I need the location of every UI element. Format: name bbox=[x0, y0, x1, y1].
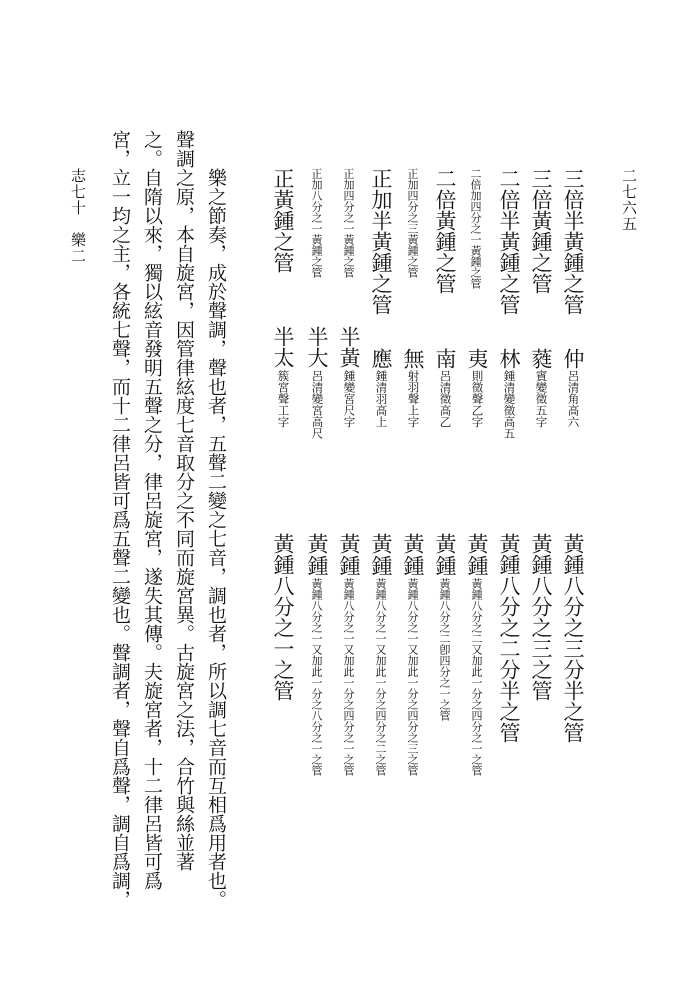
ratio-label: 黃鍾八分之二分半之管 bbox=[497, 533, 521, 743]
chapter-header: 志七十 樂二 bbox=[69, 168, 87, 264]
ratio-main: 黃 bbox=[305, 533, 329, 554]
note-main: 林 bbox=[497, 348, 521, 369]
ratio-label: 黃鍾八分之一又加此一分之四分之一之管 bbox=[342, 578, 355, 776]
note-sub: 呂清變宮高尺 bbox=[310, 370, 325, 439]
ratio-main: 鍾 bbox=[401, 555, 425, 576]
body-paragraph-line: 之。自隋以來，獨以絃音發明五聲之分，律呂旋宮，遂失其傳。夫旋宮者，十二律呂皆可爲 bbox=[141, 130, 163, 890]
ratio-main: 鍾 bbox=[433, 555, 457, 576]
ratio-label: 黃鍾八分之一又加此一分之八分之一之管 bbox=[310, 578, 323, 776]
ratio-main: 鍾 bbox=[337, 555, 361, 576]
note-main: 南 bbox=[433, 348, 457, 369]
note-main: 無 bbox=[401, 348, 425, 369]
ratio-main: 鍾 bbox=[305, 555, 329, 576]
body-paragraph-line: 樂之節奏，成於聲調，聲也者，五聲二變之七音，調也者，所以調七音而互相爲用者也。 bbox=[205, 168, 227, 909]
pipe-label: 正加四分之三黃鍾之管 bbox=[406, 168, 419, 278]
note-sub: 鍾變宮尺字 bbox=[342, 370, 357, 428]
pipe-label: 二倍黃鍾之管 bbox=[433, 168, 457, 294]
ratio-main: 鍾 bbox=[465, 555, 489, 576]
body-paragraph-line: 聲調之原，本自旋宮，因管律絃度七音取分之不同而旋宮異。古旋宮之法，合竹與絲並著 bbox=[173, 130, 195, 871]
note-sub: 則徵聲乙字 bbox=[470, 370, 485, 428]
body-paragraph-line: 宮，立一均之主，各統七聲，而十二律呂皆可爲五聲二變也。聲調者，聲自爲聲，調自爲調， bbox=[109, 130, 131, 909]
pipe-label: 二倍半黃鍾之管 bbox=[497, 168, 521, 315]
note-main: 夷 bbox=[465, 348, 489, 369]
note-sub: 射羽聲上字 bbox=[406, 370, 421, 428]
note-sub: 呂清角高六 bbox=[566, 370, 581, 428]
ratio-label: 黃鍾八分之一又加此一分之四分之三之管 bbox=[406, 578, 419, 776]
note-sub: 鍾清羽高上 bbox=[374, 370, 389, 428]
ratio-main: 黃 bbox=[337, 533, 361, 554]
ratio-label: 黃鍾八分之二卽四分之一之管 bbox=[438, 578, 451, 721]
note-sub: 簇宮聲工字 bbox=[276, 370, 291, 428]
note-main: 半黃 bbox=[337, 326, 361, 368]
ratio-main: 黃 bbox=[369, 533, 393, 554]
pipe-label: 二倍加四分之一黃鍾之管 bbox=[469, 168, 482, 289]
pipe-label: 正加四分之一黃鍾之管 bbox=[342, 168, 355, 278]
note-main: 蕤 bbox=[529, 348, 553, 369]
note-sub: 賓變徵五字 bbox=[534, 370, 549, 428]
ratio-label: 黃鍾八分之三之管 bbox=[529, 533, 553, 701]
pipe-label: 正加八分之一黃鍾之管 bbox=[310, 168, 323, 278]
pipe-label: 三倍黃鍾之管 bbox=[529, 168, 553, 294]
note-sub: 呂清徵高乙 bbox=[438, 370, 453, 428]
pipe-label: 正加半黃鍾之管 bbox=[369, 168, 393, 315]
note-main: 半太 bbox=[271, 326, 295, 368]
ratio-label: 黃鍾八分之一又加此一分之四分之二之管 bbox=[374, 578, 387, 776]
ratio-label: 黃鍾八分之一之管 bbox=[271, 533, 295, 701]
pipe-label: 正黃鍾之管 bbox=[271, 168, 295, 273]
note-main: 應 bbox=[369, 348, 393, 369]
note-sub: 鍾清變徵高五 bbox=[502, 370, 517, 439]
ratio-label: 黃鍾八分之三分半之管 bbox=[561, 533, 585, 743]
ratio-main: 黃 bbox=[433, 533, 457, 554]
page-number: 二七六五 bbox=[620, 168, 638, 232]
ratio-main: 黃 bbox=[401, 533, 425, 554]
pipe-label: 三倍半黃鍾之管 bbox=[561, 168, 585, 315]
ratio-main: 鍾 bbox=[369, 555, 393, 576]
ratio-label: 黃鍾八分之二又加此一分之四分之一之管 bbox=[470, 578, 483, 776]
note-main: 半大 bbox=[305, 326, 329, 368]
note-main: 仲 bbox=[561, 348, 585, 369]
ratio-main: 黃 bbox=[465, 533, 489, 554]
